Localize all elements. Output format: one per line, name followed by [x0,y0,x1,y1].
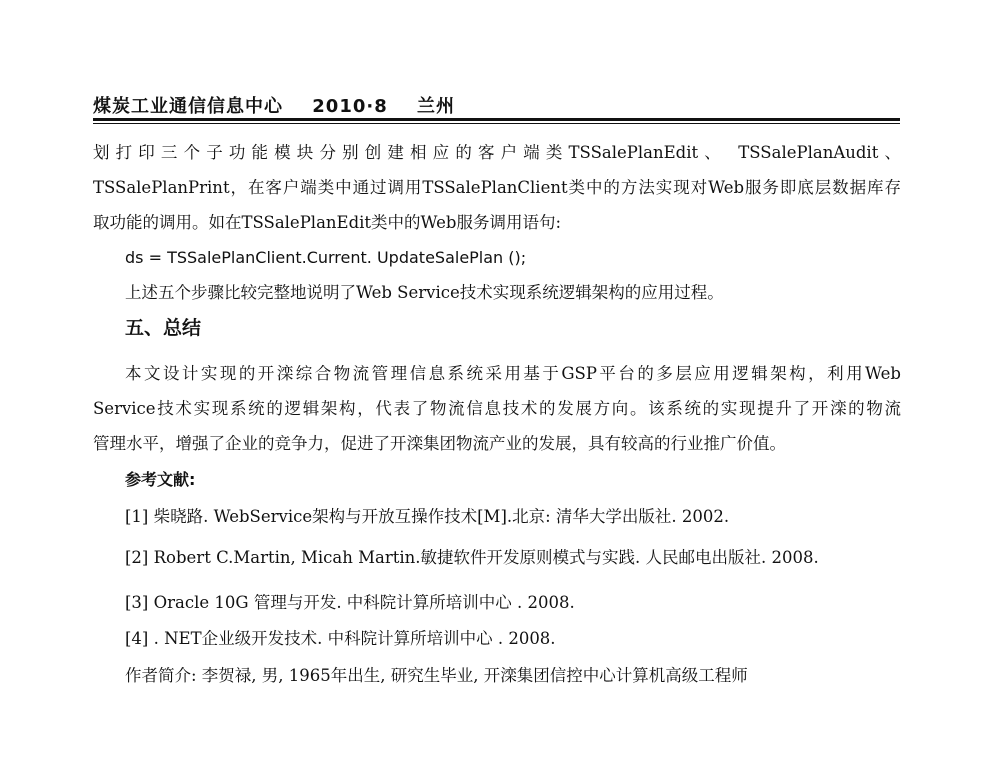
issue-place: 兰州 [417,96,456,117]
body-text-line: 上述五个步骤比较完整地说明了Web Service技术实现系统逻辑架构的应用过程。 [125,283,724,302]
references-heading: 参考文献: [125,470,196,489]
issue-date: 2010·8 [312,96,388,117]
body-text-line: 管理水平，增强了企业的竞争力，促进了开滦集团物流产业的发展，具有较高的行业推广价值。 [93,434,786,453]
reference-item: [2] Robert C.Martin, Micah Martin.敏捷软件开发原则模式与实践. 人民邮电出版社. 2008. [125,548,819,567]
author-bio: 作者简介: 李贺禄, 男, 1965年出生, 研究生毕业, 开滦集团信控中心计算机高级工程师 [125,666,748,685]
body-text-line: TSSalePlanPrint，在客户端类中通过调用TSSalePlanClient类中的方法实现对Web服务即底层数据库存 [93,178,901,197]
section-heading: 五、总结 [125,317,202,339]
header-rule-thin [93,123,900,124]
body-text-line: 划打印三个子功能模块分别创建相应的客户端类TSSalePlanEdit、 TSSalePlanAudit、 [93,143,901,162]
reference-item: [1] 柴晓路. WebService架构与开放互操作技术[M].北京: 清华大学出版社. 2002. [125,507,730,526]
header-rule-thick [93,118,900,121]
journal-name: 煤炭工业通信信息中心 [93,96,283,117]
body-text-line: 本文设计实现的开滦综合物流管理信息系统采用基于GSP平台的多层应用逻辑架构，利用Web [125,364,901,383]
reference-item: [3] Oracle 10G 管理与开发. 中科院计算所培训中心 . 2008. [125,593,575,612]
code-statement: ds = TSSalePlanClient.Current. UpdateSalePlan (); [125,248,527,267]
body-text-line: 取功能的调用。如在TSSalePlanEdit类中的Web服务调用语句: [93,213,562,232]
body-text-line: Service技术实现系统的逻辑架构，代表了物流信息技术的发展方向。该系统的实现提升了开滦的物流 [93,399,901,418]
reference-item: [4] . NET企业级开发技术. 中科院计算所培训中心 . 2008. [125,629,556,648]
page-header [93,92,477,118]
